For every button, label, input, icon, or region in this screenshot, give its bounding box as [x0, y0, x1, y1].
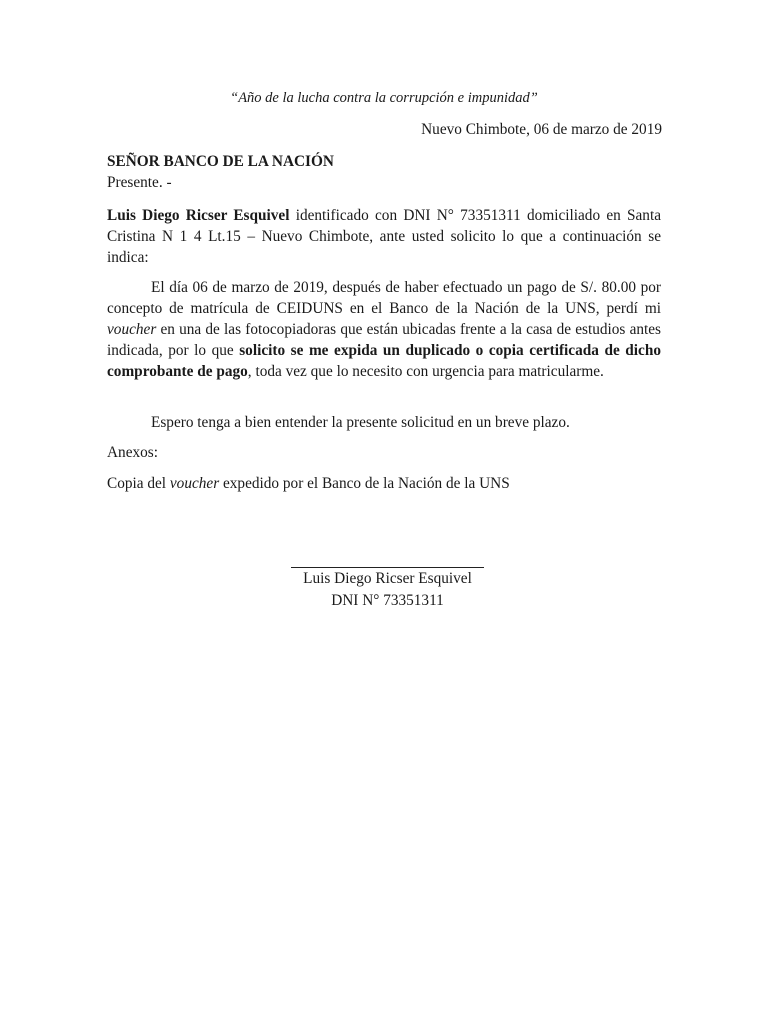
request-text-part3: , toda vez que lo necesito con urgencia para matricularme. [247, 363, 604, 380]
annexes-label: Anexos: [107, 444, 158, 461]
signature-name: Luis Diego Ricser Esquivel [303, 570, 472, 587]
request-highlight: solicito se me expida un duplicado o copia certificada de dicho comprobante de pago [107, 342, 661, 380]
applicant-name: Luis Diego Ricser Esquivel [107, 207, 290, 224]
request-text-part2: en una de las fotocopiadoras que están ubicadas frente a la casa de estudios antes indicada, por lo que [107, 321, 661, 359]
recipient-title: SEÑOR BANCO DE LA NACIÓN [107, 153, 334, 170]
signature-dni: DNI N° 73351311 [331, 592, 444, 609]
annex-prefix: Copia del [107, 475, 170, 492]
date-line: Nuevo Chimbote, 06 de marzo de 2019 [421, 121, 662, 138]
signature-block [291, 567, 484, 612]
annex-suffix: expedido por el Banco de la Nación de la UNS [219, 475, 510, 492]
voucher-term: voucher [107, 321, 157, 338]
recipient-greeting: Presente. - [107, 174, 172, 191]
annex-item [107, 475, 510, 493]
annex-voucher-term: voucher [169, 475, 220, 492]
request-paragraph [107, 277, 661, 382]
year-motto: “Año de la lucha contra la corrupción e impunidad” [230, 90, 538, 106]
intro-text: identificado con DNI N° 73351311 domiciliado en Santa Cristina N 1 4 Lt.15 – Nuevo Chimbote, ante usted solicito lo que a continuación se indica: [107, 207, 661, 266]
intro-paragraph [107, 205, 661, 268]
request-text-part1: El día 06 de marzo de 2019, después de haber efectuado un pago de S/. 80.00 por concepto de matrícula de CEIDUNS en el Banco de la Nación de la UNS, perdí mi [107, 279, 661, 317]
closing-paragraph: Espero tenga a bien entender la presente solicitud en un breve plazo. [151, 414, 570, 431]
